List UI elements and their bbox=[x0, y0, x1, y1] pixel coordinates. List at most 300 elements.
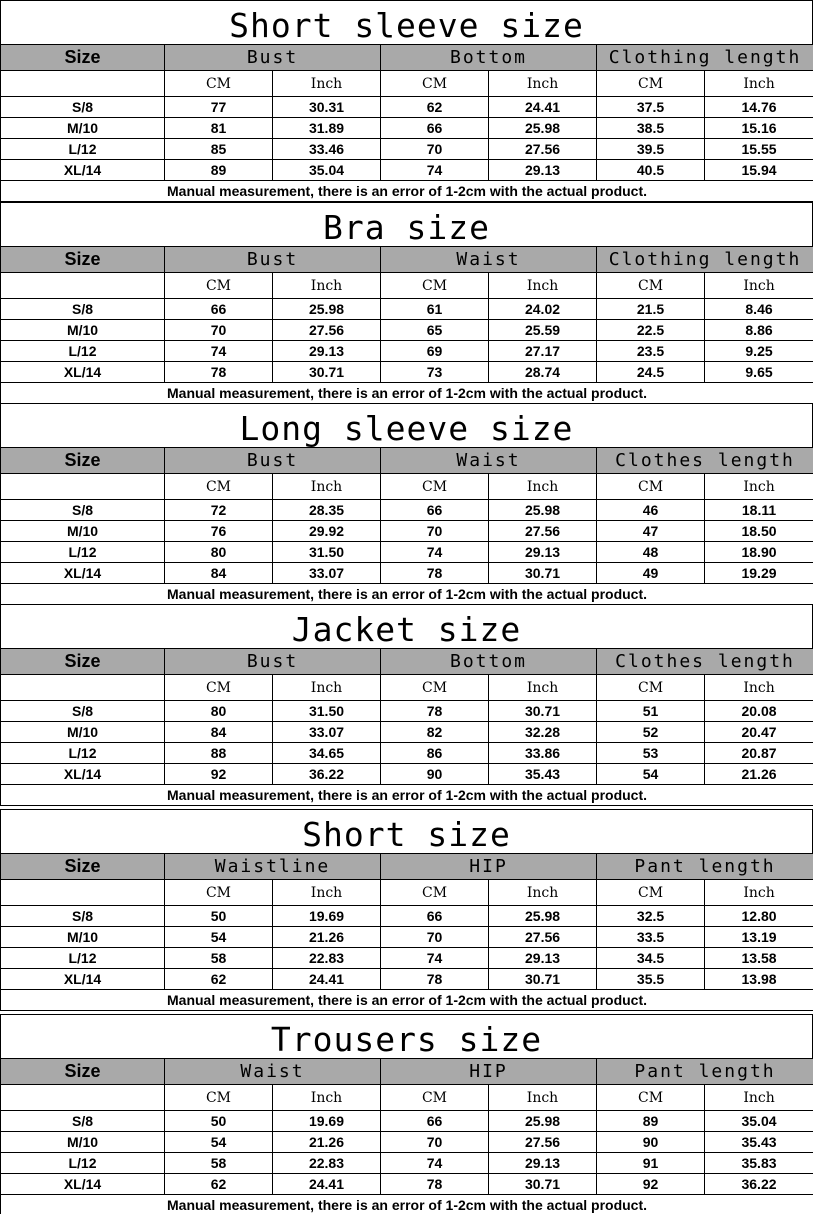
unit-inch-label: Inch bbox=[705, 474, 813, 500]
measurement-cell: 32.5 bbox=[597, 906, 705, 927]
table-row bbox=[1, 563, 813, 584]
unit-cm-label: CM bbox=[597, 474, 705, 500]
measurement-cell: 76 bbox=[165, 521, 273, 542]
measurement-cell: 30.31 bbox=[273, 97, 381, 118]
measurement-cell: 19.69 bbox=[273, 1111, 381, 1132]
measurement-cell: 74 bbox=[381, 160, 489, 181]
unit-cm-label: CM bbox=[165, 71, 273, 97]
measurement-cell: 66 bbox=[381, 906, 489, 927]
measurement-cell: 35.43 bbox=[705, 1132, 813, 1153]
units-blank-cell bbox=[1, 71, 165, 97]
measurement-cell: 70 bbox=[381, 139, 489, 160]
measurement-group-header: Clothing length bbox=[597, 45, 813, 71]
unit-inch-label: Inch bbox=[705, 1085, 813, 1111]
measurement-cell: 21.26 bbox=[273, 927, 381, 948]
measurement-note: Manual measurement, there is an error of 1-2cm with the actual product. bbox=[1, 584, 813, 605]
measurement-cell: 82 bbox=[381, 722, 489, 743]
size-table-section bbox=[0, 403, 813, 605]
size-cell: S/8 bbox=[1, 906, 165, 927]
measurement-cell: 74 bbox=[381, 1153, 489, 1174]
measurement-cell: 13.98 bbox=[705, 969, 813, 990]
measurement-cell: 66 bbox=[381, 118, 489, 139]
measurement-cell: 30.71 bbox=[489, 563, 597, 584]
measurement-group-header: Pant length bbox=[597, 1059, 813, 1085]
size-cell: M/10 bbox=[1, 722, 165, 743]
measurement-cell: 61 bbox=[381, 299, 489, 320]
measurement-cell: 31.50 bbox=[273, 701, 381, 722]
measurement-cell: 14.76 bbox=[705, 97, 813, 118]
measurement-cell: 25.98 bbox=[489, 906, 597, 927]
units-row bbox=[1, 1085, 813, 1111]
unit-cm-label: CM bbox=[165, 273, 273, 299]
measurement-note: Manual measurement, there is an error of 1-2cm with the actual product. bbox=[1, 383, 813, 404]
table-row bbox=[1, 722, 813, 743]
measurement-cell: 70 bbox=[165, 320, 273, 341]
unit-inch-label: Inch bbox=[489, 880, 597, 906]
unit-cm-label: CM bbox=[597, 880, 705, 906]
measurement-cell: 81 bbox=[165, 118, 273, 139]
units-blank-cell bbox=[1, 880, 165, 906]
table-row bbox=[1, 299, 813, 320]
measurement-group-header: HIP bbox=[381, 854, 597, 880]
measurement-cell: 25.98 bbox=[273, 299, 381, 320]
header-row bbox=[1, 448, 813, 474]
table-row bbox=[1, 500, 813, 521]
measurement-cell: 29.13 bbox=[489, 542, 597, 563]
unit-inch-label: Inch bbox=[489, 71, 597, 97]
measurement-group-header: Clothes length bbox=[597, 448, 813, 474]
measurement-cell: 25.98 bbox=[489, 118, 597, 139]
measurement-group-header: Waistline bbox=[165, 854, 381, 880]
table-row bbox=[1, 1111, 813, 1132]
measurement-cell: 13.19 bbox=[705, 927, 813, 948]
measurement-cell: 25.98 bbox=[489, 500, 597, 521]
measurement-cell: 74 bbox=[165, 341, 273, 362]
measurement-cell: 90 bbox=[381, 764, 489, 785]
measurement-cell: 24.41 bbox=[273, 1174, 381, 1195]
measurement-cell: 35.04 bbox=[273, 160, 381, 181]
units-row bbox=[1, 474, 813, 500]
table-row bbox=[1, 97, 813, 118]
note-row bbox=[1, 181, 813, 202]
measurement-cell: 27.17 bbox=[489, 341, 597, 362]
table-row bbox=[1, 906, 813, 927]
units-row bbox=[1, 880, 813, 906]
measurement-cell: 33.86 bbox=[489, 743, 597, 764]
measurement-cell: 15.16 bbox=[705, 118, 813, 139]
size-cell: XL/14 bbox=[1, 764, 165, 785]
measurement-cell: 8.46 bbox=[705, 299, 813, 320]
unit-inch-label: Inch bbox=[705, 71, 813, 97]
measurement-cell: 29.13 bbox=[489, 1153, 597, 1174]
size-table bbox=[0, 246, 813, 404]
measurement-cell: 24.41 bbox=[489, 97, 597, 118]
measurement-cell: 31.50 bbox=[273, 542, 381, 563]
measurement-cell: 53 bbox=[597, 743, 705, 764]
measurement-cell: 46 bbox=[597, 500, 705, 521]
table-row bbox=[1, 542, 813, 563]
table-row bbox=[1, 1174, 813, 1195]
units-row bbox=[1, 273, 813, 299]
measurement-note: Manual measurement, there is an error of 1-2cm with the actual product. bbox=[1, 1195, 813, 1214]
size-cell: S/8 bbox=[1, 299, 165, 320]
size-header: Size bbox=[1, 45, 165, 71]
measurement-note: Manual measurement, there is an error of 1-2cm with the actual product. bbox=[1, 785, 813, 806]
section-title: Trousers size bbox=[0, 1014, 813, 1058]
size-cell: M/10 bbox=[1, 118, 165, 139]
measurement-cell: 12.80 bbox=[705, 906, 813, 927]
header-row bbox=[1, 854, 813, 880]
size-cell: M/10 bbox=[1, 320, 165, 341]
table-row bbox=[1, 969, 813, 990]
measurement-cell: 62 bbox=[165, 1174, 273, 1195]
unit-inch-label: Inch bbox=[705, 675, 813, 701]
measurement-cell: 51 bbox=[597, 701, 705, 722]
table-row bbox=[1, 341, 813, 362]
measurement-cell: 50 bbox=[165, 1111, 273, 1132]
size-cell: M/10 bbox=[1, 1132, 165, 1153]
size-cell: XL/14 bbox=[1, 160, 165, 181]
size-cell: L/12 bbox=[1, 743, 165, 764]
measurement-cell: 58 bbox=[165, 948, 273, 969]
measurement-cell: 84 bbox=[165, 563, 273, 584]
size-table-section bbox=[0, 0, 813, 202]
measurement-cell: 50 bbox=[165, 906, 273, 927]
measurement-cell: 36.22 bbox=[273, 764, 381, 785]
measurement-cell: 88 bbox=[165, 743, 273, 764]
units-blank-cell bbox=[1, 675, 165, 701]
measurement-cell: 27.56 bbox=[489, 521, 597, 542]
measurement-cell: 18.11 bbox=[705, 500, 813, 521]
units-blank-cell bbox=[1, 273, 165, 299]
unit-inch-label: Inch bbox=[489, 675, 597, 701]
measurement-cell: 62 bbox=[381, 97, 489, 118]
measurement-cell: 20.47 bbox=[705, 722, 813, 743]
measurement-cell: 85 bbox=[165, 139, 273, 160]
measurement-cell: 78 bbox=[165, 362, 273, 383]
measurement-cell: 33.46 bbox=[273, 139, 381, 160]
measurement-cell: 25.98 bbox=[489, 1111, 597, 1132]
measurement-cell: 74 bbox=[381, 948, 489, 969]
measurement-cell: 29.13 bbox=[489, 948, 597, 969]
measurement-cell: 66 bbox=[381, 1111, 489, 1132]
measurement-cell: 84 bbox=[165, 722, 273, 743]
unit-cm-label: CM bbox=[381, 273, 489, 299]
measurement-cell: 28.74 bbox=[489, 362, 597, 383]
measurement-cell: 33.07 bbox=[273, 563, 381, 584]
note-row bbox=[1, 383, 813, 404]
measurement-cell: 39.5 bbox=[597, 139, 705, 160]
measurement-cell: 58 bbox=[165, 1153, 273, 1174]
measurement-cell: 19.69 bbox=[273, 906, 381, 927]
measurement-cell: 66 bbox=[165, 299, 273, 320]
unit-cm-label: CM bbox=[597, 1085, 705, 1111]
measurement-cell: 27.56 bbox=[489, 1132, 597, 1153]
table-row bbox=[1, 118, 813, 139]
measurement-cell: 24.5 bbox=[597, 362, 705, 383]
table-row bbox=[1, 927, 813, 948]
measurement-group-header: Clothing length bbox=[597, 247, 813, 273]
unit-cm-label: CM bbox=[597, 71, 705, 97]
measurement-cell: 21.26 bbox=[273, 1132, 381, 1153]
measurement-cell: 29.92 bbox=[273, 521, 381, 542]
size-cell: M/10 bbox=[1, 927, 165, 948]
measurement-group-header: Bottom bbox=[381, 45, 597, 71]
unit-inch-label: Inch bbox=[705, 880, 813, 906]
unit-cm-label: CM bbox=[597, 273, 705, 299]
unit-cm-label: CM bbox=[165, 675, 273, 701]
measurement-cell: 65 bbox=[381, 320, 489, 341]
measurement-cell: 21.26 bbox=[705, 764, 813, 785]
measurement-cell: 77 bbox=[165, 97, 273, 118]
measurement-cell: 69 bbox=[381, 341, 489, 362]
size-cell: XL/14 bbox=[1, 1174, 165, 1195]
size-header: Size bbox=[1, 247, 165, 273]
header-row bbox=[1, 1059, 813, 1085]
measurement-cell: 22.5 bbox=[597, 320, 705, 341]
size-cell: L/12 bbox=[1, 948, 165, 969]
unit-cm-label: CM bbox=[597, 675, 705, 701]
measurement-cell: 70 bbox=[381, 521, 489, 542]
size-table-section bbox=[0, 202, 813, 404]
measurement-cell: 78 bbox=[381, 563, 489, 584]
unit-inch-label: Inch bbox=[273, 675, 381, 701]
measurement-cell: 78 bbox=[381, 1174, 489, 1195]
measurement-cell: 47 bbox=[597, 521, 705, 542]
unit-cm-label: CM bbox=[381, 71, 489, 97]
measurement-cell: 66 bbox=[381, 500, 489, 521]
table-row bbox=[1, 139, 813, 160]
units-blank-cell bbox=[1, 474, 165, 500]
size-header: Size bbox=[1, 448, 165, 474]
measurement-group-header: Clothes length bbox=[597, 649, 813, 675]
header-row bbox=[1, 247, 813, 273]
table-row bbox=[1, 764, 813, 785]
measurement-cell: 9.65 bbox=[705, 362, 813, 383]
measurement-cell: 40.5 bbox=[597, 160, 705, 181]
measurement-cell: 22.83 bbox=[273, 948, 381, 969]
measurement-group-header: Bust bbox=[165, 649, 381, 675]
table-row bbox=[1, 362, 813, 383]
note-row bbox=[1, 785, 813, 806]
measurement-cell: 37.5 bbox=[597, 97, 705, 118]
unit-inch-label: Inch bbox=[489, 474, 597, 500]
size-table bbox=[0, 1058, 813, 1214]
measurement-cell: 22.83 bbox=[273, 1153, 381, 1174]
size-table bbox=[0, 44, 813, 202]
size-table-section bbox=[0, 809, 813, 1011]
section-title: Long sleeve size bbox=[0, 403, 813, 447]
measurement-cell: 90 bbox=[597, 1132, 705, 1153]
measurement-cell: 72 bbox=[165, 500, 273, 521]
measurement-cell: 92 bbox=[165, 764, 273, 785]
measurement-cell: 33.07 bbox=[273, 722, 381, 743]
table-row bbox=[1, 160, 813, 181]
unit-cm-label: CM bbox=[165, 474, 273, 500]
measurement-cell: 89 bbox=[597, 1111, 705, 1132]
section-title: Short size bbox=[0, 809, 813, 853]
measurement-cell: 54 bbox=[165, 1132, 273, 1153]
measurement-cell: 38.5 bbox=[597, 118, 705, 139]
measurement-cell: 30.71 bbox=[273, 362, 381, 383]
size-cell: S/8 bbox=[1, 97, 165, 118]
measurement-cell: 28.35 bbox=[273, 500, 381, 521]
unit-cm-label: CM bbox=[381, 1085, 489, 1111]
table-row bbox=[1, 320, 813, 341]
size-header: Size bbox=[1, 854, 165, 880]
measurement-cell: 62 bbox=[165, 969, 273, 990]
size-table bbox=[0, 648, 813, 806]
measurement-cell: 30.71 bbox=[489, 969, 597, 990]
measurement-cell: 9.25 bbox=[705, 341, 813, 362]
unit-inch-label: Inch bbox=[273, 1085, 381, 1111]
measurement-cell: 70 bbox=[381, 1132, 489, 1153]
measurement-cell: 13.58 bbox=[705, 948, 813, 969]
unit-cm-label: CM bbox=[165, 1085, 273, 1111]
table-row bbox=[1, 1153, 813, 1174]
measurement-group-header: Bust bbox=[165, 448, 381, 474]
size-header: Size bbox=[1, 1059, 165, 1085]
measurement-cell: 19.29 bbox=[705, 563, 813, 584]
measurement-cell: 48 bbox=[597, 542, 705, 563]
measurement-cell: 80 bbox=[165, 542, 273, 563]
measurement-cell: 24.02 bbox=[489, 299, 597, 320]
measurement-cell: 30.71 bbox=[489, 1174, 597, 1195]
measurement-cell: 70 bbox=[381, 927, 489, 948]
measurement-group-header: Bust bbox=[165, 45, 381, 71]
measurement-cell: 92 bbox=[597, 1174, 705, 1195]
measurement-cell: 18.90 bbox=[705, 542, 813, 563]
size-cell: L/12 bbox=[1, 341, 165, 362]
measurement-group-header: Bottom bbox=[381, 649, 597, 675]
table-row bbox=[1, 743, 813, 764]
header-row bbox=[1, 45, 813, 71]
unit-inch-label: Inch bbox=[489, 273, 597, 299]
measurement-cell: 74 bbox=[381, 542, 489, 563]
unit-cm-label: CM bbox=[381, 880, 489, 906]
measurement-cell: 52 bbox=[597, 722, 705, 743]
section-title: Short sleeve size bbox=[0, 0, 813, 44]
measurement-cell: 27.56 bbox=[273, 320, 381, 341]
measurement-cell: 35.43 bbox=[489, 764, 597, 785]
size-table bbox=[0, 447, 813, 605]
measurement-cell: 30.71 bbox=[489, 701, 597, 722]
measurement-group-header: Bust bbox=[165, 247, 381, 273]
unit-inch-label: Inch bbox=[705, 273, 813, 299]
header-row bbox=[1, 649, 813, 675]
unit-cm-label: CM bbox=[381, 675, 489, 701]
size-table-section bbox=[0, 604, 813, 806]
measurement-cell: 49 bbox=[597, 563, 705, 584]
size-cell: S/8 bbox=[1, 701, 165, 722]
note-row bbox=[1, 1195, 813, 1214]
measurement-cell: 27.56 bbox=[489, 139, 597, 160]
measurement-group-header: Waist bbox=[381, 448, 597, 474]
measurement-group-header: Waist bbox=[165, 1059, 381, 1085]
size-cell: S/8 bbox=[1, 1111, 165, 1132]
size-cell: XL/14 bbox=[1, 563, 165, 584]
note-row bbox=[1, 990, 813, 1011]
measurement-cell: 34.5 bbox=[597, 948, 705, 969]
size-cell: L/12 bbox=[1, 1153, 165, 1174]
measurement-cell: 73 bbox=[381, 362, 489, 383]
measurement-cell: 78 bbox=[381, 969, 489, 990]
measurement-cell: 34.65 bbox=[273, 743, 381, 764]
measurement-cell: 89 bbox=[165, 160, 273, 181]
unit-inch-label: Inch bbox=[273, 474, 381, 500]
measurement-cell: 15.55 bbox=[705, 139, 813, 160]
size-cell: L/12 bbox=[1, 139, 165, 160]
size-header: Size bbox=[1, 649, 165, 675]
note-row bbox=[1, 584, 813, 605]
measurement-cell: 29.13 bbox=[489, 160, 597, 181]
size-cell: L/12 bbox=[1, 542, 165, 563]
unit-inch-label: Inch bbox=[273, 880, 381, 906]
measurement-cell: 27.56 bbox=[489, 927, 597, 948]
measurement-cell: 80 bbox=[165, 701, 273, 722]
measurement-note: Manual measurement, there is an error of 1-2cm with the actual product. bbox=[1, 990, 813, 1011]
measurement-cell: 20.87 bbox=[705, 743, 813, 764]
units-blank-cell bbox=[1, 1085, 165, 1111]
unit-inch-label: Inch bbox=[273, 273, 381, 299]
measurement-cell: 25.59 bbox=[489, 320, 597, 341]
unit-inch-label: Inch bbox=[489, 1085, 597, 1111]
measurement-cell: 35.04 bbox=[705, 1111, 813, 1132]
measurement-cell: 32.28 bbox=[489, 722, 597, 743]
measurement-cell: 35.5 bbox=[597, 969, 705, 990]
measurement-cell: 20.08 bbox=[705, 701, 813, 722]
units-row bbox=[1, 71, 813, 97]
units-row bbox=[1, 675, 813, 701]
size-cell: XL/14 bbox=[1, 362, 165, 383]
measurement-cell: 8.86 bbox=[705, 320, 813, 341]
measurement-cell: 86 bbox=[381, 743, 489, 764]
measurement-cell: 35.83 bbox=[705, 1153, 813, 1174]
size-cell: XL/14 bbox=[1, 969, 165, 990]
measurement-group-header: Pant length bbox=[597, 854, 813, 880]
measurement-cell: 33.5 bbox=[597, 927, 705, 948]
section-title: Bra size bbox=[0, 202, 813, 246]
measurement-cell: 21.5 bbox=[597, 299, 705, 320]
table-row bbox=[1, 1132, 813, 1153]
measurement-cell: 18.50 bbox=[705, 521, 813, 542]
unit-cm-label: CM bbox=[381, 474, 489, 500]
section-title: Jacket size bbox=[0, 604, 813, 648]
measurement-cell: 31.89 bbox=[273, 118, 381, 139]
table-row bbox=[1, 701, 813, 722]
measurement-cell: 54 bbox=[597, 764, 705, 785]
measurement-cell: 15.94 bbox=[705, 160, 813, 181]
size-table bbox=[0, 853, 813, 1011]
table-row bbox=[1, 521, 813, 542]
measurement-cell: 54 bbox=[165, 927, 273, 948]
table-row bbox=[1, 948, 813, 969]
size-cell: M/10 bbox=[1, 521, 165, 542]
size-cell: S/8 bbox=[1, 500, 165, 521]
measurement-cell: 36.22 bbox=[705, 1174, 813, 1195]
measurement-group-header: Waist bbox=[381, 247, 597, 273]
measurement-cell: 29.13 bbox=[273, 341, 381, 362]
measurement-note: Manual measurement, there is an error of 1-2cm with the actual product. bbox=[1, 181, 813, 202]
unit-inch-label: Inch bbox=[273, 71, 381, 97]
measurement-cell: 24.41 bbox=[273, 969, 381, 990]
size-table-section bbox=[0, 1014, 813, 1214]
measurement-cell: 91 bbox=[597, 1153, 705, 1174]
measurement-group-header: HIP bbox=[381, 1059, 597, 1085]
unit-cm-label: CM bbox=[165, 880, 273, 906]
measurement-cell: 23.5 bbox=[597, 341, 705, 362]
measurement-cell: 78 bbox=[381, 701, 489, 722]
